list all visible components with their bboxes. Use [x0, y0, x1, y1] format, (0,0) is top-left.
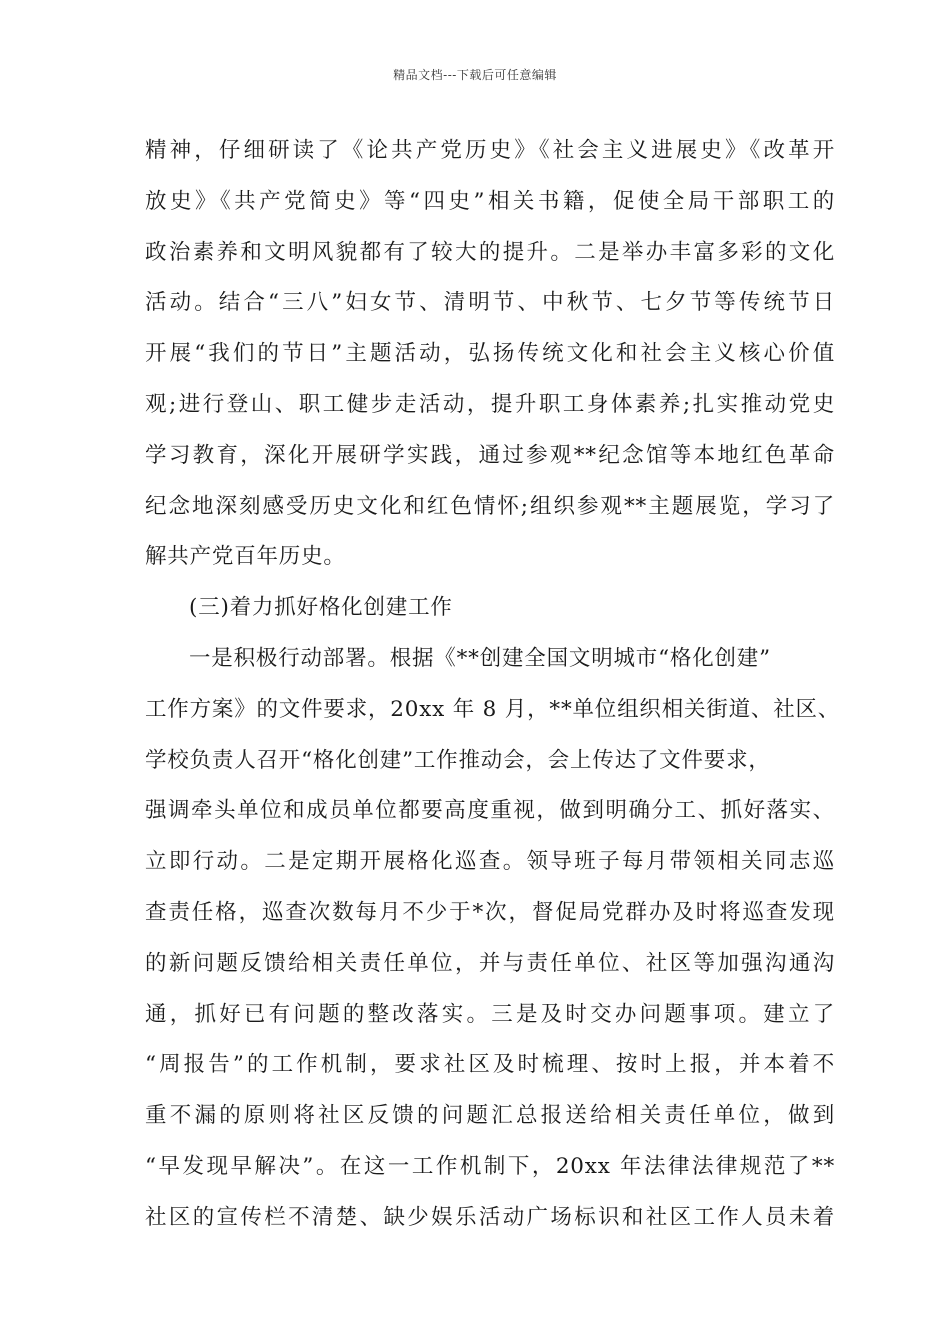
body-line: 政治素养和文明风貌都有了较大的提升。二是举办丰富多彩的文化 [145, 239, 835, 265]
body-line: “周报告”的工作机制，要求社区及时梳理、按时上报，并本着不 [145, 1052, 835, 1078]
body-line: “早发现早解决”。在这一工作机制下，20xx 年法律法律规范了** [145, 1153, 835, 1179]
body-line: 放史》《共产党简史》等“四史”相关书籍，促使全局干部职工的 [145, 188, 835, 214]
section-heading: (三)着力抓好格化创建工作 [189, 595, 453, 621]
body-line: 强调牵头单位和成员单位都要高度重视，做到明确分工、抓好落实、 [145, 798, 835, 824]
body-line: 学校负责人召开“格化创建”工作推动会，会上传达了文件要求， [145, 747, 771, 773]
body-line: 立即行动。二是定期开展格化巡查。领导班子每月带领相关同志巡 [145, 849, 835, 875]
document-body [145, 126, 841, 1244]
body-line: 查责任格，巡查次数每月不少于*次，督促局党群办及时将巡查发现 [145, 899, 835, 925]
body-line: 重不漏的原则将社区反馈的问题汇总报送给相关责任单位，做到 [145, 1103, 835, 1129]
body-line: 开展“我们的节日”主题活动，弘扬传统文化和社会主义核心价值 [145, 341, 835, 367]
body-line: 工作方案》的文件要求，20xx 年 8 月，**单位组织相关街道、社区、 [145, 696, 841, 722]
page-header: 精品文档---下载后可任意编辑 [393, 68, 557, 82]
body-line: 活动。结合“三八”妇女节、清明节、中秋节、七夕节等传统节日 [145, 290, 835, 316]
body-line: 解共产党百年历史。 [145, 544, 346, 570]
body-line: 的新问题反馈给相关责任单位，并与责任单位、社区等加强沟通沟 [145, 950, 835, 976]
body-line: 学习教育，深化开展研学实践，通过参观**纪念馆等本地红色革命 [145, 442, 835, 468]
body-line: 一是积极行动部署。根据《**创建全国文明城市“格化创建” [189, 645, 771, 671]
body-line: 观;进行登山、职工健步走活动，提升职工身体素养;扎实推动党史 [145, 391, 835, 417]
body-line: 纪念地深刻感受历史文化和红色情怀;组织参观**主题展览，学习了 [145, 493, 835, 519]
body-line: 通，抓好已有问题的整改落实。三是及时交办问题事项。建立了 [145, 1001, 835, 1027]
body-line: 社区的宣传栏不清楚、缺少娱乐活动广场标识和社区工作人员未着 [145, 1204, 835, 1230]
body-line: 精神，仔细研读了《论共产党历史》《社会主义进展史》《改革开 [145, 138, 835, 163]
